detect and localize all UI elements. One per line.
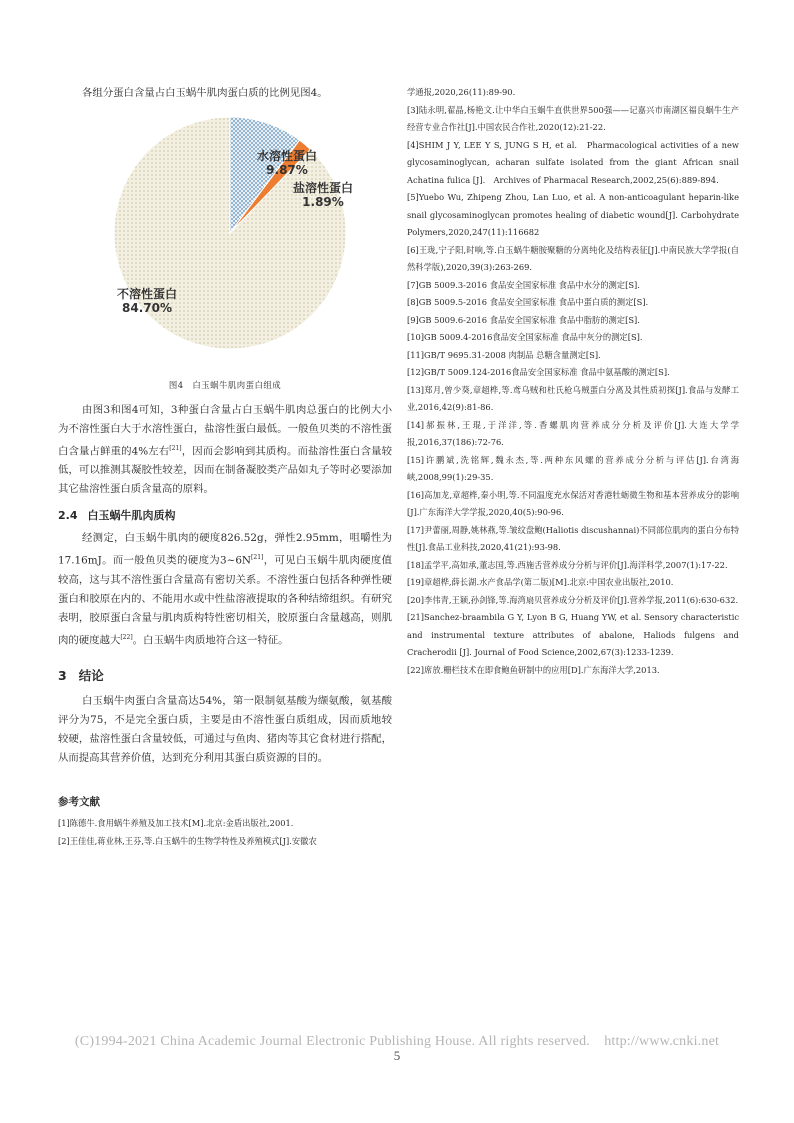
section-2-4-heading — [58, 507, 392, 523]
page-number: 5 — [393, 1048, 401, 1063]
reference-item: [11]GB/T 9695.31-2008 肉制品 总糖含量测定[S]. — [407, 349, 601, 360]
protein-pie-chart — [58, 109, 392, 377]
right-column — [407, 84, 739, 679]
section-2-4-title: 白玉蜗牛肌肉质构 — [87, 509, 176, 523]
label-salt-soluble-value: 1.89% — [302, 195, 344, 209]
copyright-footer: (C)1994-2021 China Academic Journal Electronic Publishing House. All rights reserved. http://www.cnki.net — [74, 1034, 720, 1049]
reference-item: [19]章超桦,薛长湖.水产食品学(第二版)[M].北京:中国农业出版社,2010. — [407, 577, 674, 587]
reference-item: [14]郝振林,王琨,于洋洋,等.香螺肌肉营养成分分析及评价[J].大连大学学报,2016,37(186):72-76. — [407, 419, 739, 447]
label-insoluble — [102, 287, 192, 315]
reference-item: [3]陆永明,翟晶,杨艳文.让中华白玉蜗牛直供世界500强——记嘉兴市南湖区福良蜗牛生产经营专业合作社[J].中国农民合作社,2020(12):21-22. — [407, 104, 739, 132]
reference-item: 学通报,2020,26(11):89-90. — [407, 87, 516, 97]
reference-item: [7]GB 5009.3-2016 食品安全国家标准 食品中水分的测定[S]. — [407, 279, 640, 290]
reference-item: [16]高加龙,章超桦,秦小明,等.不同温度充水保活对香港牡蛎微生物和基本营养成分的影响[J].广东海洋大学学报,2020,40(5):90-96. — [407, 489, 739, 517]
label-insoluble-name: 不溶性蛋白 — [116, 287, 177, 301]
citation-22: [22] — [120, 633, 133, 641]
reference-item: [18]孟学平,高如承,董志国,等.西施舌营养成分分析与评价[J].海洋科学,2007(1):17-22. — [407, 559, 728, 570]
reference-item: [2]王佳佳,蒋业林,王芬,等.白玉蜗牛的生物学特性及养殖模式[J].安徽农 — [58, 835, 317, 846]
label-salt-soluble-name: 盐溶性蛋白 — [292, 181, 353, 195]
left-column — [58, 84, 392, 850]
reference-item: [13]郑月,曾少葵,章超桦,等.鸢乌贼和杜氏枪乌贼蛋白分离及其性质初探[J].食品与发酵工业,2016,42(9):81-86. — [407, 384, 739, 412]
paragraph-protein-ratio — [58, 401, 392, 499]
reference-item: [10]GB 5009.4-2016食品安全国家标准 食品中灰分的测定[S]. — [407, 332, 643, 342]
reference-item: [8]GB 5009.5-2016 食品安全国家标准 食品中蛋白质的测定[S]. — [407, 297, 649, 307]
section-3-heading — [58, 666, 392, 684]
para1-end: ，因而会影响到其质构。而盐溶性蛋白含量较低，可以推测其凝胶性较差，因而在制备凝胶类产品如丸子等时必要添加其它盐溶性蛋白质含量高的原料。 — [58, 445, 393, 496]
label-water-soluble-name: 水溶性蛋白 — [256, 149, 317, 163]
section-2-4-number: 2.4 — [58, 509, 78, 523]
reference-item: [12]GB/T 5009.124-2016食品安全国家标准 食品中氨基酸的测定[S]. — [407, 367, 670, 377]
citation-21b: [21] — [251, 554, 264, 562]
reference-item: [17]尹蕾丽,周静,姚林燕,等.皱纹盘鲍(Haliotis discushannai)不同部位肌肉的蛋白分布特性[J].食品工业科技,2020,41(21):93-98. — [407, 524, 739, 552]
label-salt-soluble — [278, 181, 368, 209]
reference-item: [6]王珑,宁子阳,时响,等.白玉蜗牛糖胺聚糖的分离纯化及结构表征[J].中南民族大学学报(自然科学版),2020,39(3):263-269. — [407, 244, 739, 272]
reference-item: [4]SHIM J Y, LEE Y S, JUNG S H, et al. Pharmacological activities of a new glycosaminoglycan, acharan sulfate isolated from the giant African snail Achatina fulica [J]. Archives of Pharmacal Research,2002,25(6):889-894. — [407, 139, 739, 185]
para2-b: ，可见白玉蜗牛肌肉硬度值较高，这与其不溶性蛋白含量高有密切关系。不溶性蛋白包括各种弹性硬蛋白和胶原在内的、不能用水或中性盐溶液提取的各种结缔组织。有研究表明，胶原蛋白含量与肌肉质构特性密切相关，胶原蛋白含量越高，则肌肉的硬度越大 — [58, 554, 392, 647]
pie-svg — [58, 109, 392, 359]
figure-caption: 图4 白玉蜗牛肌肉蛋白组成 — [168, 380, 282, 390]
reference-item: [15]许鹏斌,洗铭辉,魏永杰,等.两种东风螺的营养成分分析与评估[J].台湾海峡,2008,99(1):29-35. — [407, 454, 739, 482]
reference-item: [22]席放.栅栏技术在即食鲍鱼研制中的应用[D].广东海洋大学,2013. — [407, 664, 660, 675]
label-water-soluble-value: 9.87% — [266, 163, 308, 177]
para2-c: 。白玉蜗牛肉质地符合这一特征。 — [132, 634, 289, 647]
section-3-number: 3 — [58, 668, 67, 684]
para1-text: 由图3和图4可知，3种蛋白含量占白玉蜗牛肌肉总蛋白的比例大小为不溶性蛋白大于水溶性蛋白，盐溶性蛋白最低。一般鱼贝类的不溶性蛋白含量占鲜重的4%左右 — [58, 404, 392, 458]
citation-21: [21] — [169, 445, 182, 452]
reference-item: [5]Yuebo Wu, Zhipeng Zhou, Lan Luo, et al. A non-anticoagulant heparin-like snail glycosaminoglycan promotes healing of diabetic wound[J]. Carbohydrate Polymers,2020,247(11):116682 — [407, 192, 739, 237]
reference-item: [21]Sanchez-braambila G Y, Lyon B G, Huang YW, et al. Sensory characteristic and instrumental texture attributes of abalone, Haliods fulgens and Cracherodii [J]. Journal of Food Science,2002,67(3):1233-1239. — [407, 612, 739, 657]
reference-item: [1]陈德牛.食用蜗牛养殖及加工技术[M].北京:金盾出版社,2001. — [58, 818, 294, 829]
para2-a: 经测定，白玉蜗牛肌肉的硬度826.52g，弹性2.95mm，咀嚼性为17.16mJ。而一般鱼贝类的硬度为3~6N — [58, 532, 392, 567]
paragraph-conclusion: 白玉蜗牛肉蛋白含量高达54%，第一限制氨基酸为缬氨酸，氨基酸评分为75，不是完全蛋白质，主要是由不溶性蛋白质组成，因而质地较较硬，盐溶性蛋白含量较低，可通过与鱼肉、猪肉等其它食材进行搭配，从而提高其营养价值，达到充分利用其蛋白质资源的目的。 — [58, 695, 392, 765]
reference-item: [9]GB 5009.6-2016 食品安全国家标准 食品中脂肪的测定[S]. — [407, 314, 640, 325]
section-3-title: 结论 — [78, 668, 104, 684]
label-water-soluble — [242, 149, 332, 177]
paragraph-texture — [58, 529, 392, 650]
references-heading: 参考文献 — [58, 796, 100, 809]
figure-intro: 各组分蛋白含量占白玉蜗牛肌肉蛋白质的比例见图4。 — [82, 87, 328, 99]
reference-item: [20]李伟青,王颖,孙剑锋,等.海湾扇贝营养成分分析及评价[J].营养学报,2011(6):630-632. — [407, 594, 739, 605]
label-insoluble-value: 84.70% — [122, 301, 172, 315]
